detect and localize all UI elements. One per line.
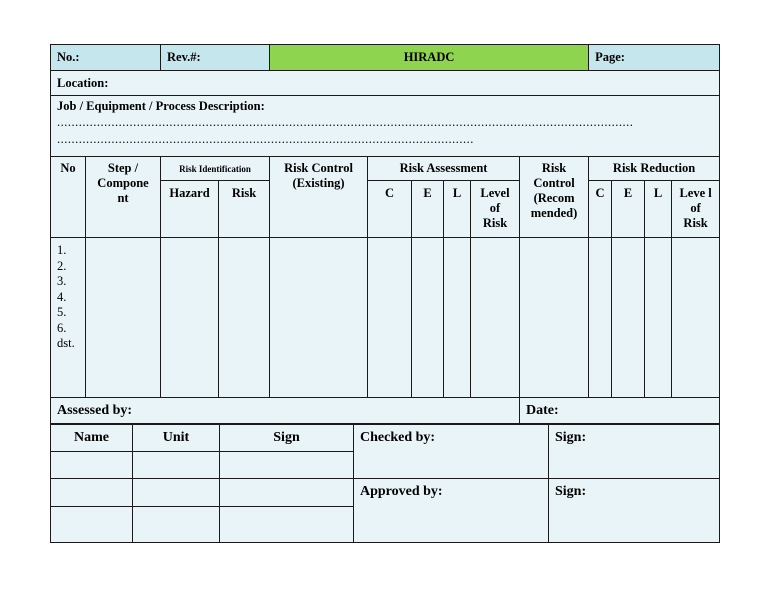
col-header-risk-identification: Risk Identification	[161, 157, 270, 181]
assessor-name-field[interactable]	[51, 452, 133, 479]
assessed-by-label: Assessed by:	[51, 398, 520, 424]
hazard-entry-cell[interactable]	[161, 238, 219, 398]
likelihood-entry-cell[interactable]	[444, 238, 471, 398]
reduced-likelihood-entry-cell[interactable]	[645, 238, 672, 398]
risk-control-existing-entry-cell[interactable]	[270, 238, 368, 398]
col-header-reduced-level-of-risk: Leve l of Risk	[672, 181, 720, 238]
row-number: 6.	[57, 320, 67, 335]
level-of-risk-entry-cell[interactable]	[471, 238, 520, 398]
row-number: 3.	[57, 274, 67, 288]
risk-entry-cell[interactable]	[219, 238, 270, 398]
sign-column-header: Sign	[220, 425, 354, 452]
revision-label: Rev.#:	[161, 45, 270, 71]
assessor-sign-field[interactable]	[220, 479, 354, 507]
assessor-unit-field[interactable]	[133, 507, 220, 543]
assessor-name-field[interactable]	[51, 507, 133, 543]
unit-column-header: Unit	[133, 425, 220, 452]
col-header-hazard: Hazard	[161, 181, 219, 238]
date-label: Date:	[520, 398, 720, 424]
exposure-entry-cell[interactable]	[412, 238, 444, 398]
step-entry-cell[interactable]	[86, 238, 161, 398]
reduced-level-of-risk-entry-cell[interactable]	[672, 238, 720, 398]
checked-sign-label: Sign:	[549, 425, 720, 479]
reduced-exposure-entry-cell[interactable]	[612, 238, 645, 398]
row-number-list	[51, 238, 86, 398]
approved-by-label: Approved by:	[354, 479, 549, 543]
description-dots-line-2: ...................................................................................................................	[57, 132, 474, 146]
description-cell	[51, 96, 720, 157]
col-header-risk-control-existing: Risk Control (Existing)	[270, 157, 368, 238]
col-header-reduced-consequence: C	[589, 181, 612, 238]
location-label: Location:	[51, 71, 720, 96]
col-header-step: Step / Compone nt	[86, 157, 161, 238]
col-header-reduced-exposure: E	[612, 181, 645, 238]
assessor-name-field[interactable]	[51, 479, 133, 507]
col-header-risk-reduction: Risk Reduction	[589, 157, 720, 181]
checked-by-label: Checked by:	[354, 425, 549, 479]
col-header-reduced-likelihood: L	[645, 181, 672, 238]
assessor-sign-field[interactable]	[220, 452, 354, 479]
hiradc-form-table	[50, 44, 720, 424]
row-number: dst.	[57, 336, 75, 350]
row-number: 1.	[57, 243, 67, 257]
description-dots-line-1: ...............................................................................................................................................................	[57, 115, 634, 129]
assessor-unit-field[interactable]	[133, 452, 220, 479]
assessor-unit-field[interactable]	[133, 479, 220, 507]
col-header-consequence: C	[368, 181, 412, 238]
col-header-exposure: E	[412, 181, 444, 238]
risk-control-recommended-entry-cell[interactable]	[520, 238, 589, 398]
name-column-header: Name	[51, 425, 133, 452]
form-number-label: No.:	[51, 45, 161, 71]
col-header-likelihood: L	[444, 181, 471, 238]
col-header-no: No	[51, 157, 86, 238]
col-header-level-of-risk: Level of Risk	[471, 181, 520, 238]
col-header-risk-assessment: Risk Assessment	[368, 157, 520, 181]
assessor-sign-field[interactable]	[220, 507, 354, 543]
col-header-risk: Risk	[219, 181, 270, 238]
consequence-entry-cell[interactable]	[368, 238, 412, 398]
page-label: Page:	[589, 45, 720, 71]
col-header-risk-control-recommended: Risk Control (Recom mended)	[520, 157, 589, 238]
signoff-table	[50, 424, 720, 543]
reduced-consequence-entry-cell[interactable]	[589, 238, 612, 398]
row-number: 4.	[57, 289, 67, 304]
row-number: 5.	[57, 305, 67, 319]
row-number: 2.	[57, 258, 67, 273]
form-title: HIRADC	[270, 45, 589, 71]
description-label: Job / Equipment / Process Description:	[57, 99, 265, 113]
approved-sign-label: Sign:	[549, 479, 720, 543]
